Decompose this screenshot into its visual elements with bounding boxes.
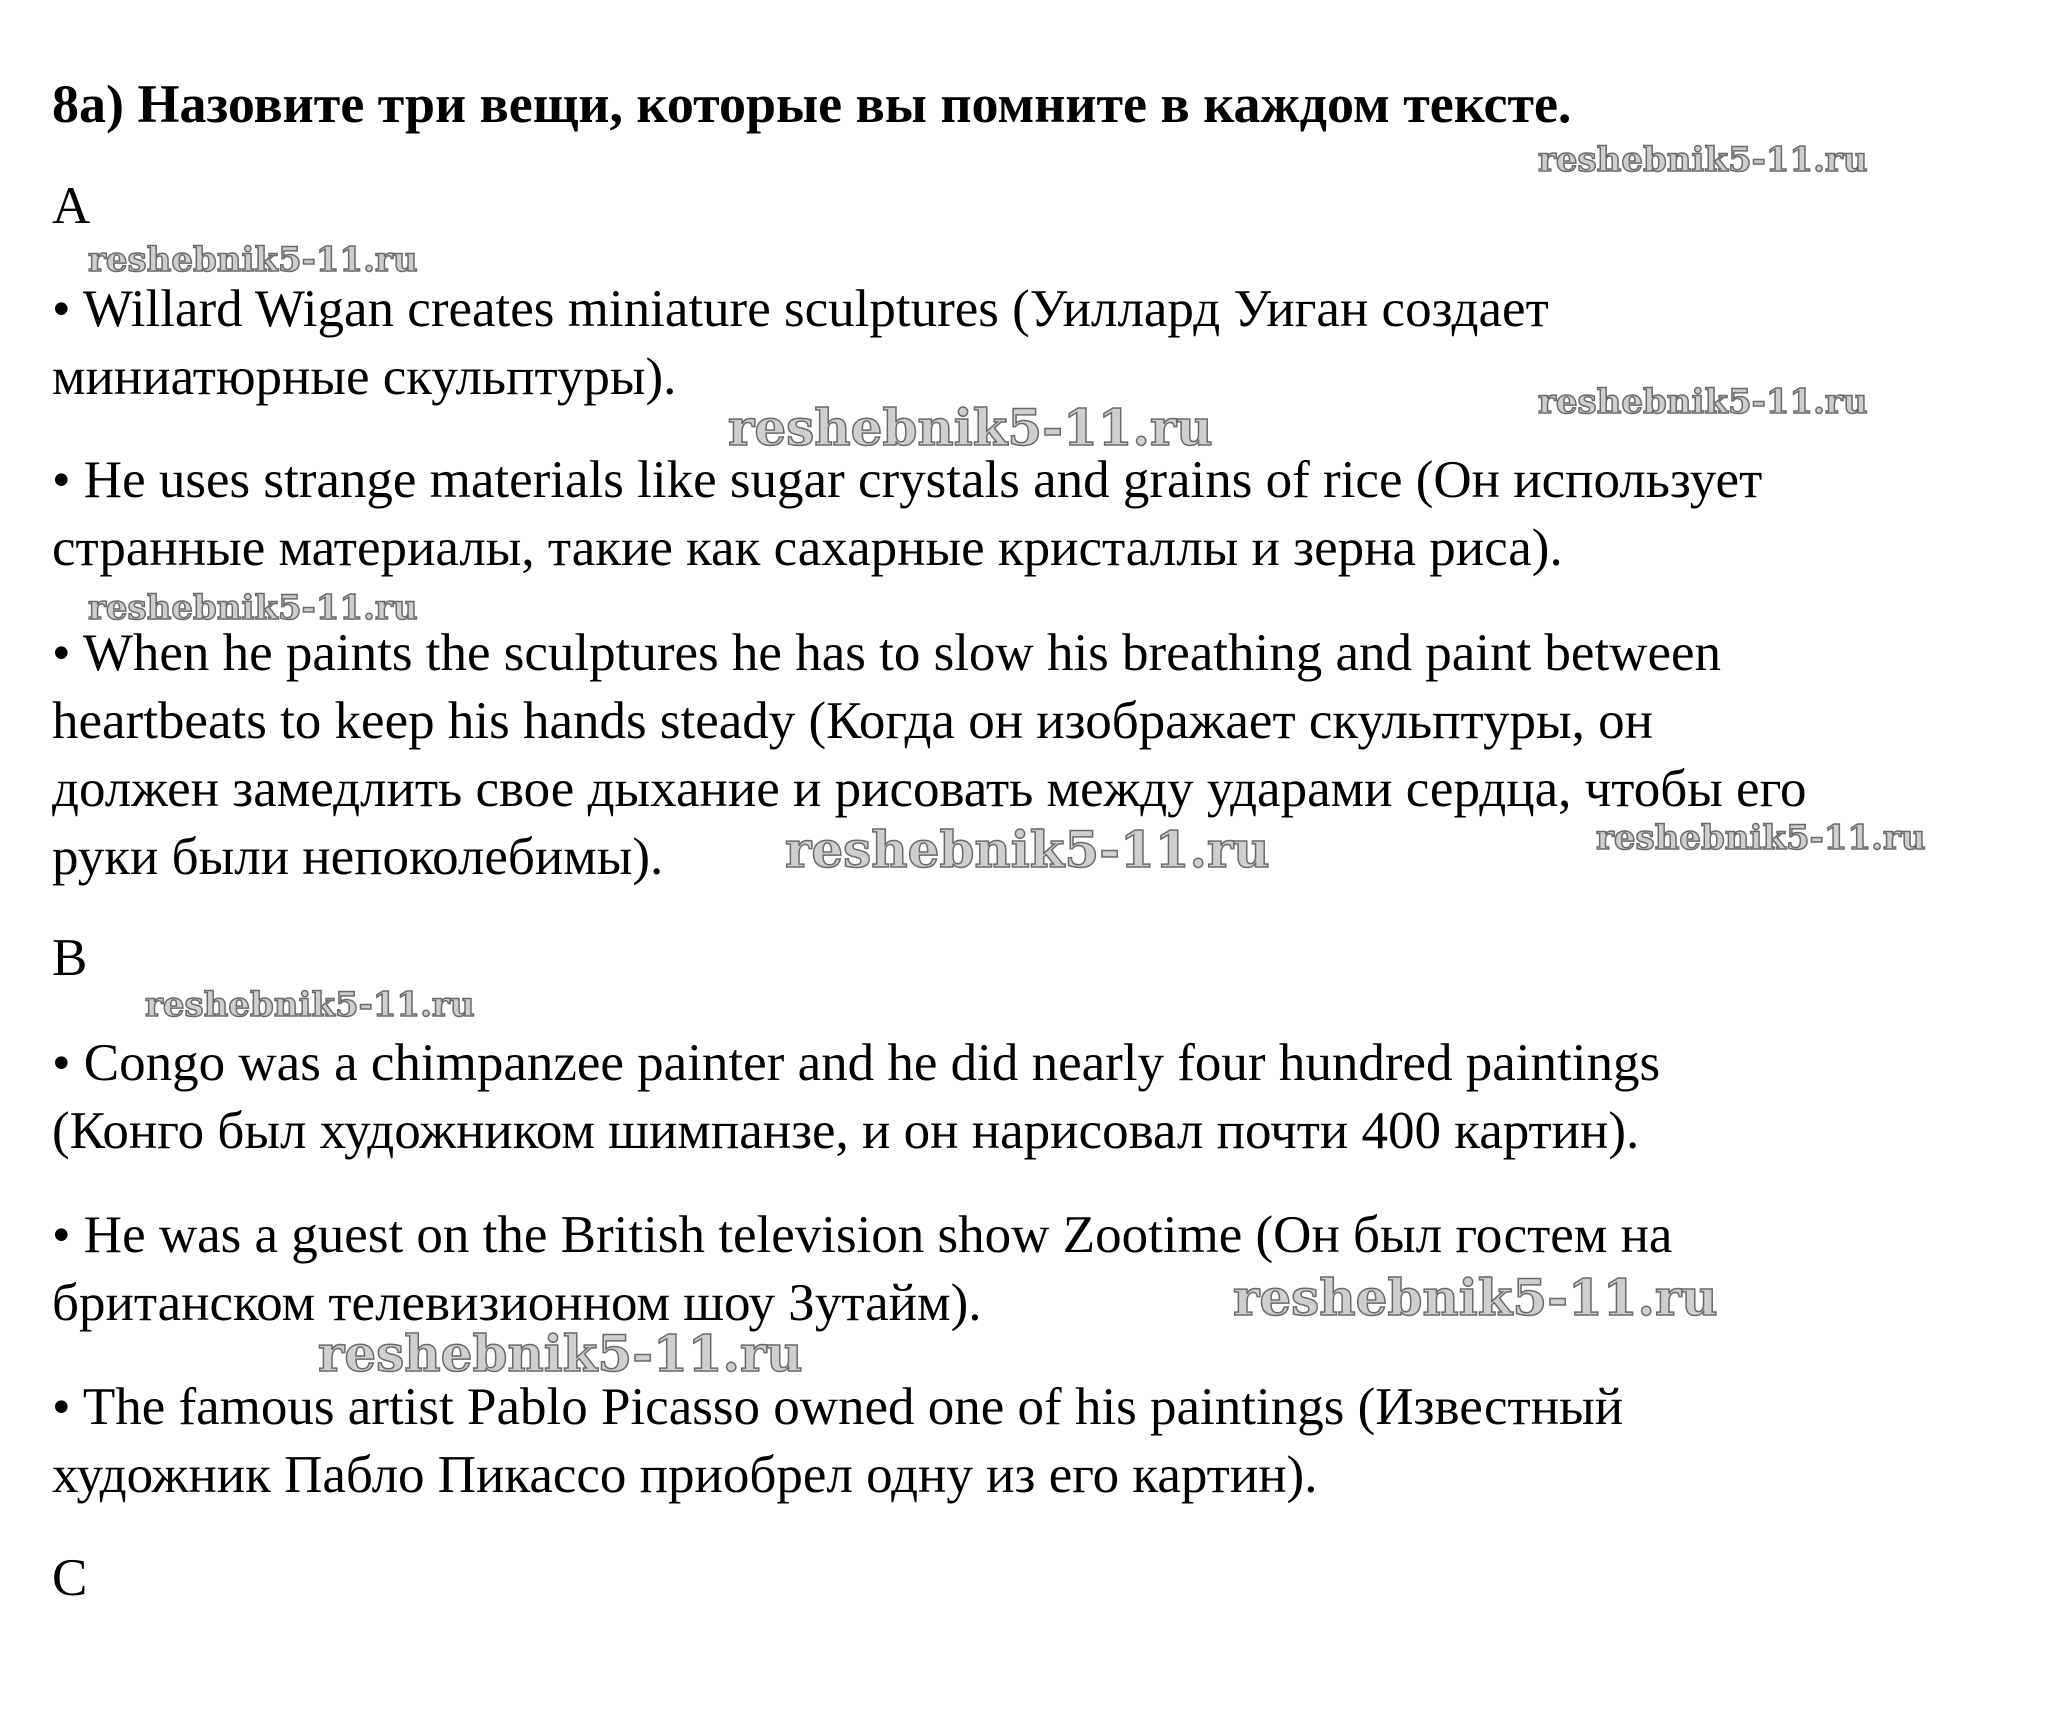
- text-line: художник Пабло Пикассо приобрел одну из его картин).: [52, 1446, 1318, 1504]
- section-letter-c: C: [52, 1549, 88, 1607]
- text-line: • He was a guest on the British television show Zootime (Он был гостем на: [52, 1206, 1673, 1264]
- section-letter-b: B: [52, 929, 88, 987]
- list-item: [52, 446, 2032, 582]
- list-item: [52, 1373, 2032, 1509]
- page-title: 8a) Назовите три вещи, которые вы помните в каждом тексте.: [52, 74, 1572, 134]
- list-item: [52, 1029, 2032, 1165]
- text-line: • Willard Wigan creates miniature sculptures (Уиллард Уиган создает: [52, 280, 1549, 338]
- section-letter-a: A: [52, 177, 91, 235]
- text-line: миниатюрные скульптуры).: [52, 348, 677, 406]
- text-line: • The famous artist Pablo Picasso owned one of his paintings (Известный: [52, 1378, 1624, 1436]
- list-item: [52, 1201, 2032, 1337]
- text-line: (Конго был художником шимпанзе, и он нарисовал почти 400 картин).: [52, 1102, 1640, 1160]
- watermark: reshebnik5-11.ru: [1538, 140, 1868, 180]
- text-line: странные материалы, такие как сахарные кристаллы и зерна риса).: [52, 519, 1563, 577]
- watermark: reshebnik5-11.ru: [88, 240, 418, 280]
- watermark: reshebnik5-11.ru: [785, 820, 1270, 879]
- text-line: руки были непоколебимы).: [52, 828, 664, 886]
- watermark: reshebnik5-11.ru: [88, 588, 418, 628]
- text-line: • Congo was a chimpanzee painter and he did nearly four hundred paintings: [52, 1034, 1661, 1092]
- watermark: reshebnik5-11.ru: [1233, 1268, 1718, 1327]
- watermark: reshebnik5-11.ru: [1538, 382, 1868, 422]
- watermark: reshebnik5-11.ru: [145, 985, 475, 1025]
- text-line: heartbeats to keep his hands steady (Когда он изображает скульптуры, он: [52, 692, 1653, 750]
- watermark: reshebnik5-11.ru: [1596, 818, 1926, 858]
- watermark: reshebnik5-11.ru: [728, 398, 1213, 457]
- text-line: • When he paints the sculptures he has to slow his breathing and paint between: [52, 624, 1722, 682]
- text-line: • He uses strange materials like sugar crystals and grains of rice (Он использует: [52, 451, 1763, 509]
- text-line: должен замедлить свое дыхание и рисовать между ударами сердца, чтобы его: [52, 760, 1807, 818]
- watermark: reshebnik5-11.ru: [318, 1324, 803, 1383]
- text-line: британском телевизионном шоу Зутайм).: [52, 1274, 982, 1332]
